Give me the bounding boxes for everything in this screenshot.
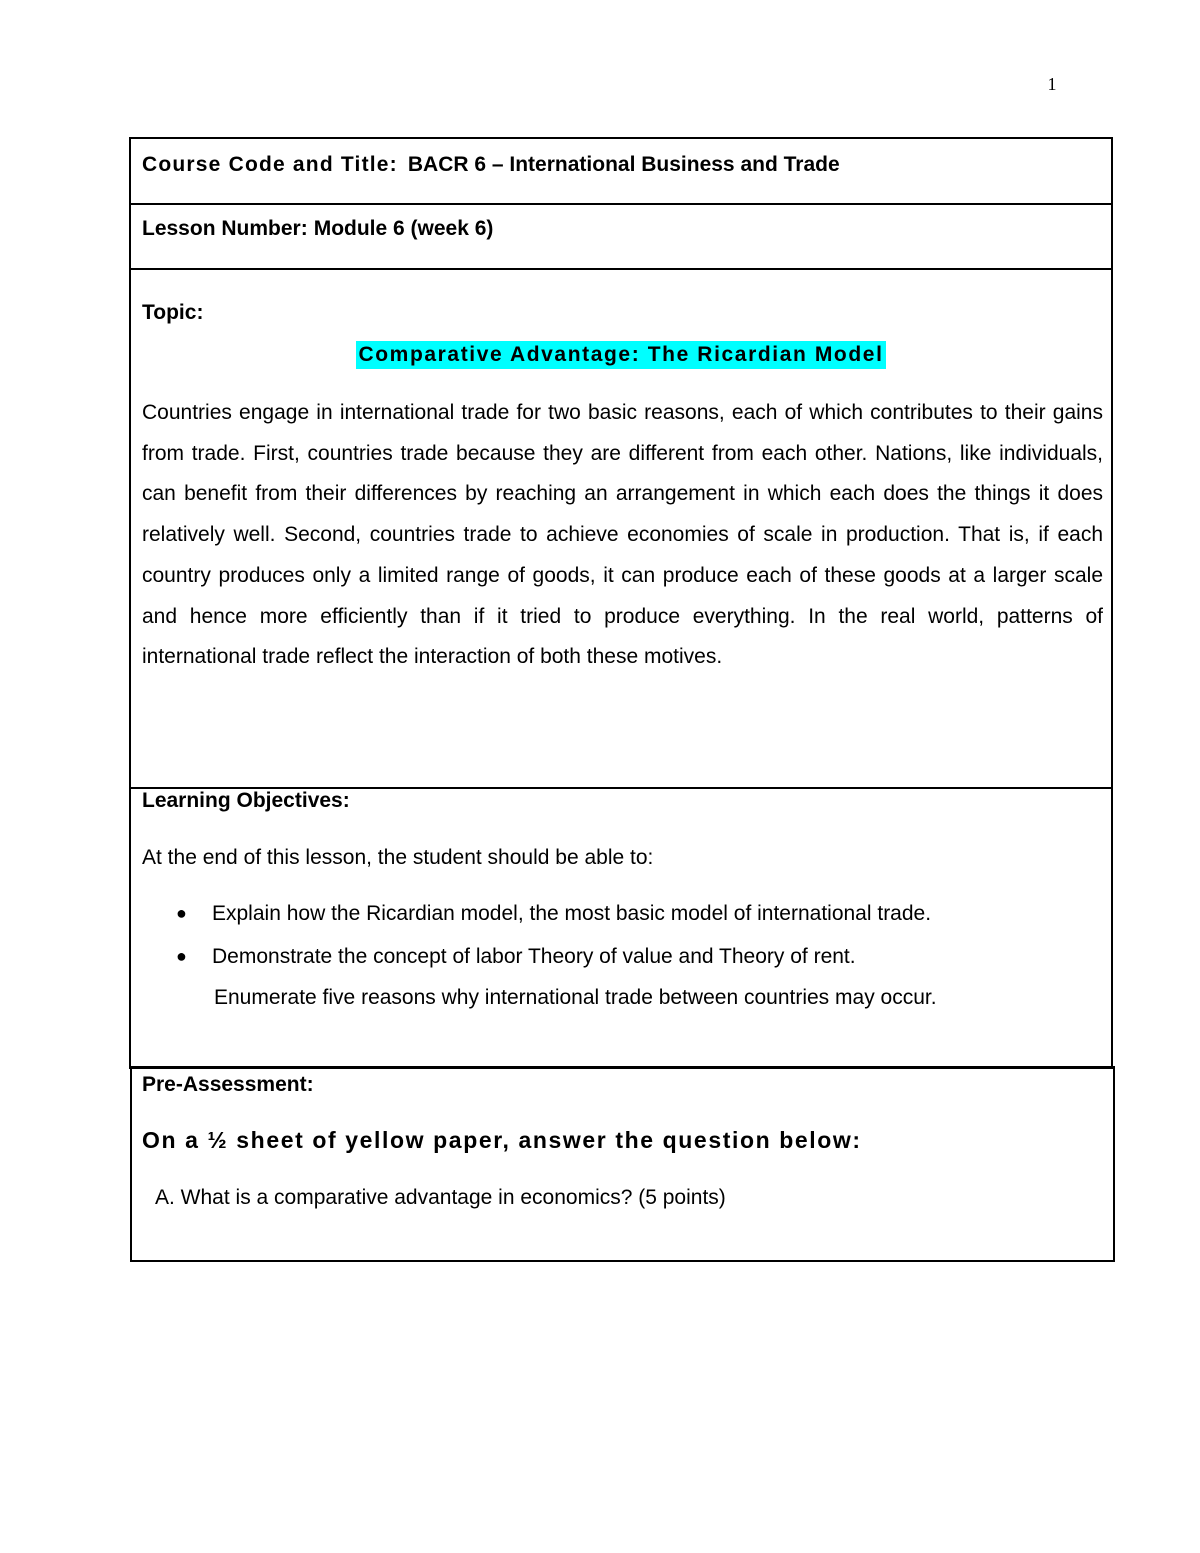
pre-assessment-label: Pre-Assessment: [142,1073,314,1096]
topic-title: Comparative Advantage: The Ricardian Model [356,341,885,369]
lesson-row [129,203,1113,270]
objective-text: Explain how the Ricardian model, the most basic model of international trade. [212,902,932,925]
bullet-icon: ● [176,946,187,966]
bullet-icon: ● [176,903,187,923]
lesson-label: Lesson Number: [142,217,308,240]
pre-assessment-section [130,1066,1115,1262]
course-line [142,153,840,177]
course-row [129,137,1113,205]
lesson-line [142,217,493,241]
pre-assessment-instruction: On a ½ sheet of yellow paper, answer the question below: [142,1127,862,1153]
objective-extra: Enumerate five reasons why international trade between countries may occur. [214,986,937,1009]
pre-assessment-question: A. What is a comparative advantage in economics? (5 points) [155,1186,726,1209]
objectives-label: Learning Objectives: [142,789,350,812]
objectives-list [142,892,931,978]
objectives-intro: At the end of this lesson, the student should be able to: [142,846,654,869]
topic-title-wrap [131,341,1111,369]
lesson-value: Module 6 (week 6) [313,217,494,240]
course-title: BACR 6 – International Business and Trade [407,153,840,176]
objective-text: Demonstrate the concept of labor Theory of value and Theory of rent. [212,945,856,968]
objectives-section [129,787,1113,1069]
course-label: Course Code and Title: [142,153,398,176]
objective-item [142,935,931,978]
page-number: 1 [1047,74,1057,94]
topic-body: Countries engage in international trade for two basic reasons, each of which contributes to their gains from trade. First, countries trade because they are different from each other. Nations, like individuals, can benefit from their differences by reaching an arrangement in which each does the things it does relatively well. Second, countries trade to achieve economies of scale in production. That is, if each country produces only a limited range of goods, it can produce each of these goods at a larger scale and hence more efficiently than if it tried to produce everything. In the real world, patterns of international trade reflect the interaction of both these motives. [142,401,1103,669]
topic-section [129,268,1113,789]
topic-label: Topic: [142,301,204,324]
objective-item [142,892,931,935]
